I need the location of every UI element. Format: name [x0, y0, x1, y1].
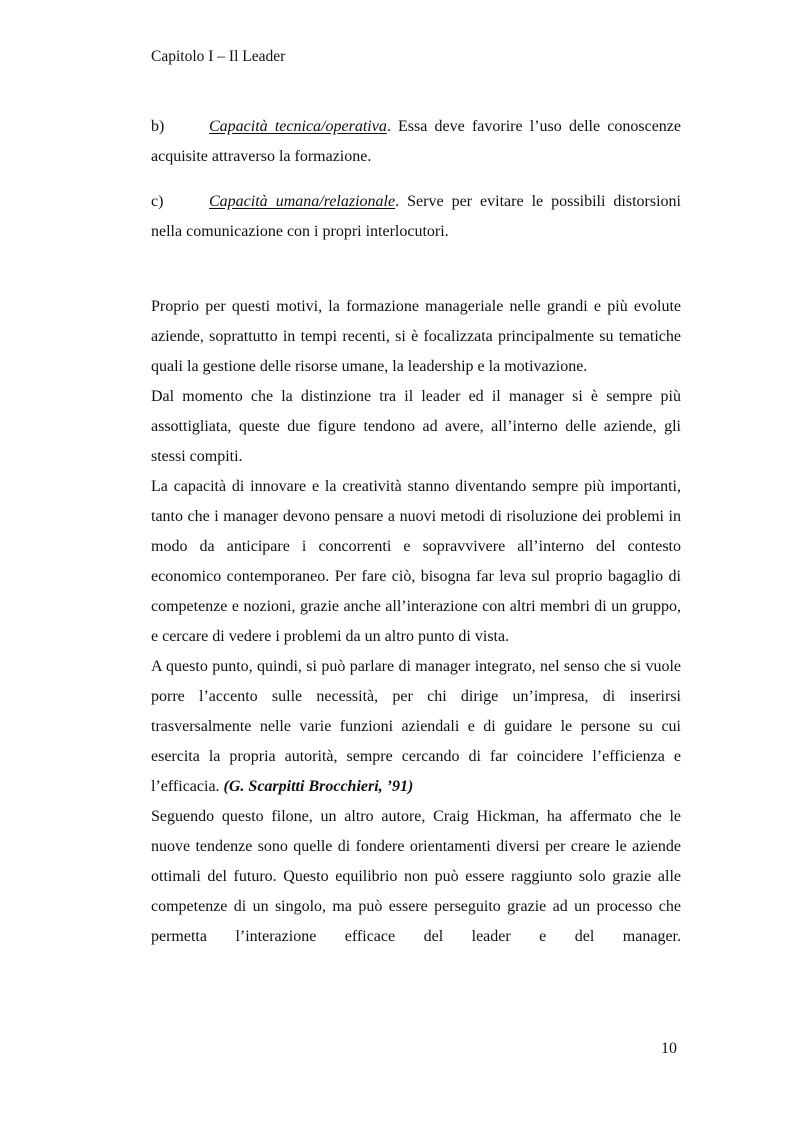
running-header: Capitolo I – Il Leader [151, 48, 286, 65]
list-term: Capacità tecnica/operativa [209, 118, 387, 135]
body-paragraph: Proprio per questi motivi, la formazione manageriale nelle grandi e più evolute aziende, soprattutto in tempi recenti, si è focalizzata principalmente su tematiche quali la gestione delle risorse umane, la leadership e la motivazione. [151, 298, 681, 375]
list-term: Capacità umana/relazionale [209, 193, 396, 210]
list-marker: c) [151, 193, 164, 210]
citation: (G. Scarpitti Brocchieri, ’91) [223, 778, 414, 795]
cited-paragraph [151, 652, 681, 802]
page-number: 10 [661, 1040, 677, 1057]
list-text: . Serve per evitare le possibili distorsioni nella comunicazione con i propri interlocutori. [151, 193, 681, 240]
body-paragraph: Dal momento che la distinzione tra il leader ed il manager si è sempre più assottigliata, queste due figure tendono ad avere, all’interno delle aziende, gli stessi compiti. [151, 388, 681, 465]
list-text: . Essa deve favorire l’uso delle conoscenze acquisite attraverso la formazione. [151, 118, 681, 165]
paragraph-text: A questo punto, quindi, si può parlare di manager integrato, nel senso che si vuole porre l’accento sulle necessità, per chi dirige un’impresa, di inserirsi trasversalmente nelle varie funzioni aziendali e di guidare le persone su cui esercita la propria autorità, sempre cercando di far coincidere l’efficienza e l’efficacia. [151, 658, 681, 795]
list-item-c [151, 187, 681, 247]
body-paragraph: La capacità di innovare e la creatività stanno diventando sempre più importanti, tanto che i manager devono pensare a nuovi metodi di risoluzione dei problemi in modo da anticipare i concorrenti e sopravvivere all’interno del contesto economico contemporaneo. Per fare ciò, bisogna far leva sul proprio bagaglio di competenze e nozioni, grazie anche all’interazione con altri membri di un gruppo, e cercare di vedere i problemi da un altro punto di vista. [151, 478, 681, 645]
page-body [151, 112, 681, 952]
list-item-b [151, 112, 681, 172]
list-marker: b) [151, 118, 165, 135]
body-paragraph: Seguendo questo filone, un altro autore, Craig Hickman, ha affermato che le nuove tendenze sono quelle di fondere orientamenti diversi per creare le aziende ottimali del futuro. Questo equilibrio non può essere raggiunto solo grazie alle competenze di un singolo, ma può essere perseguito grazie ad un processo che permetta l’interazione efficace del leader e del manager. [151, 808, 681, 945]
